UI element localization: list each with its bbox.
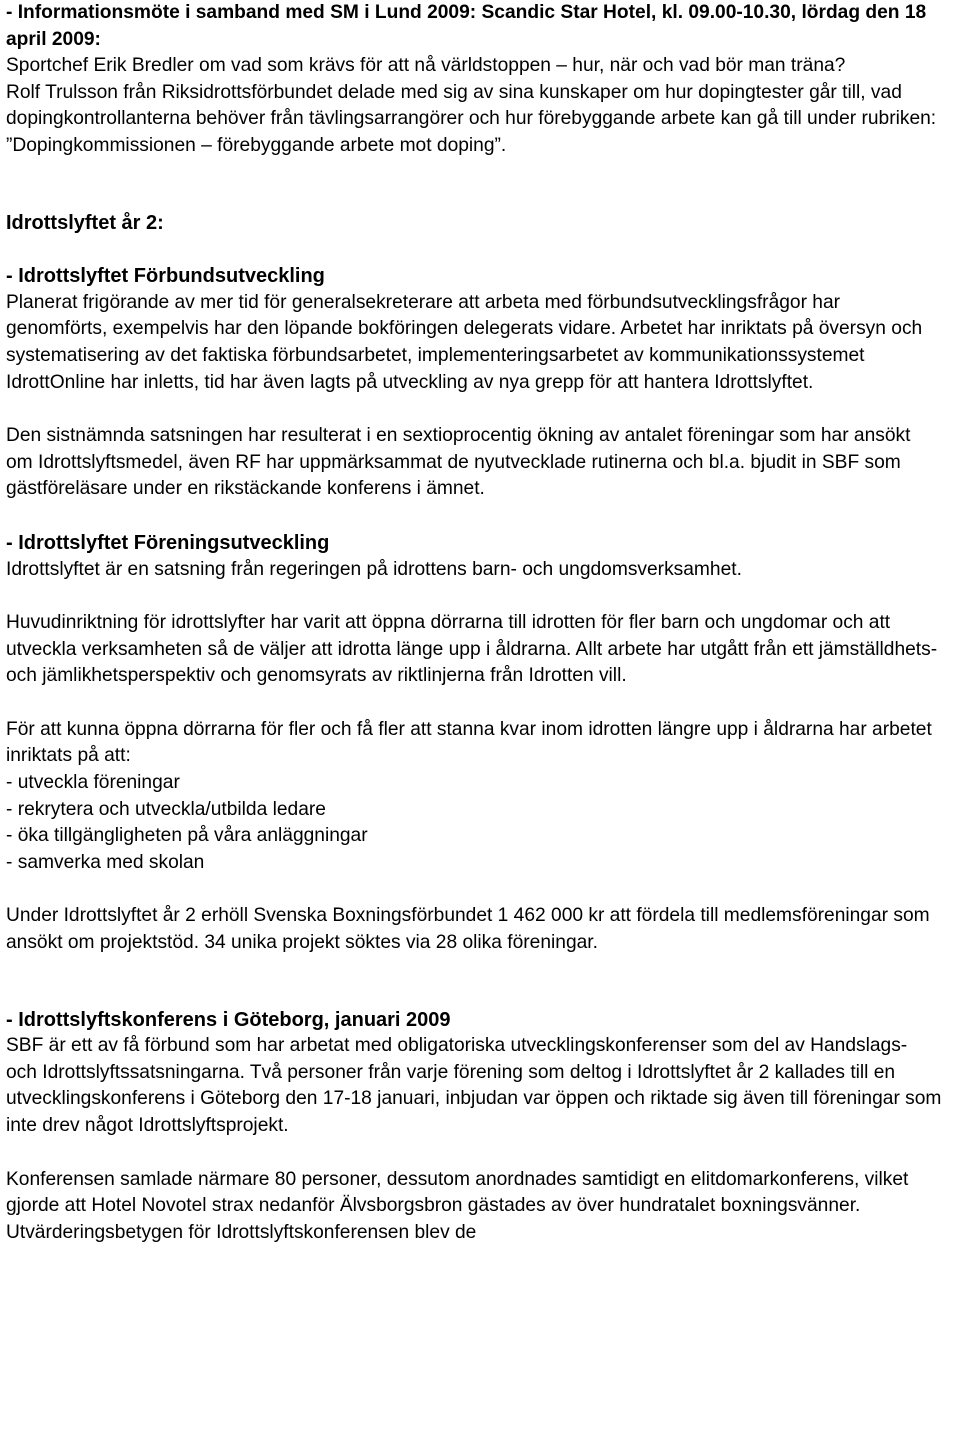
- konferens-paragraph-1: SBF är ett av få förbund som har arbetat med obligatoriska utvecklingskonferenser som del av Handslags- och Idrottslyftssatsningarna. Två personer från varje förening som deltog i Idrottslyftet år 2 kallades till en utvecklingskonferens i Göteborg den 17-18 januari, inbjudan var öppen och riktade sig även till föreningar som inte drev något Idrottslyftsprojekt.: [6, 1035, 942, 1136]
- foreningsutveckling-paragraph-2: Huvudinriktning för idrottslyfter har varit att öppna dörrarna till idrotten för fler barn och ungdomar och att utveckla verksamheten så de väljer att idrotta länge upp i åldrarna. Allt arbete har utgått från ett jämställdhets- och jämlikhetsperspektiv och genomsyrats av riktlinjerna från Idrotten vill.: [6, 612, 938, 687]
- forbundsutveckling-heading: - Idrottslyftet Förbundsutveckling: [6, 265, 325, 288]
- forbundsutveckling-paragraph-1: Planerat frigörande av mer tid för generalsekreterare att arbeta med förbundsutvecklingsfrågor har genomförts, exempelvis har den löpande bokföringen delegerats vidare. Arbetet har inriktats på översyn och systematisering av det faktiska förbundsarbetet, implementeringsarbetet av kommunikationssystemet IdrottOnline har inletts, tid har även lagts på utveckling av nya grepp för att hantera Idrottslyftet.: [6, 291, 923, 393]
- forbundsutveckling-paragraph-2: Den sistnämnda satsningen har resulterat i en sextioprocentig ökning av antalet föreningar som har ansökt om Idrottslyftsmedel, även RF har uppmärksammat de nyutvecklade rutinerna och bl.a. bjudit in SBF som gästföreläsare under en rikstäckande konferens i ämnet.: [6, 425, 911, 500]
- rolf-paragraph: Rolf Trulsson från Riksidrottsförbundet delade med sig av sina kunskaper om hur dopingtester går till, vad dopingkontrollanterna behöver från tävlingsarrangörer och hur förebyggande arbete kan gå till under rubriken: ”Dopingkommissionen – förebyggande arbete mot doping”.: [6, 81, 937, 156]
- list-item: - rekrytera och utveckla/utbilda ledare: [6, 798, 326, 820]
- list-item: - utveckla föreningar: [6, 772, 180, 794]
- foreningsutveckling-paragraph-1: Idrottslyftet är en satsning från regeringen på idrottens barn- och ungdomsverksamhet.: [6, 558, 742, 580]
- foreningsutveckling-heading: - Idrottslyftet Föreningsutveckling: [6, 531, 330, 554]
- goals-list: [6, 770, 942, 876]
- konferens-paragraph-2: Konferensen samlade närmare 80 personer, dessutom anordnades samtidigt en elitdomarkonferens, vilket gjorde att Hotel Novotel strax nedanför Älvsborgsbron gästades av över hundratalet boxningsvänner. Utvärderingsbetygen för Idrottslyftskonferensen blev de: [6, 1168, 909, 1243]
- foreningsutveckling-paragraph-4: Under Idrottslyftet år 2 erhöll Svenska Boxningsförbundet 1 462 000 kr att fördela till medlemsföreningar som ansökt om projektstöd. 34 unika projekt söktes via 28 olika föreningar.: [6, 905, 930, 954]
- sportchef-paragraph: Sportchef Erik Bredler om vad som krävs för att nå världstoppen – hur, när och vad bör man träna?: [6, 55, 846, 77]
- section-title: Idrottslyftet år 2:: [6, 211, 164, 234]
- meeting-heading: - Informationsmöte i samband med SM i Lund 2009: Scandic Star Hotel, kl. 09.00-10.30, lördag den 18 april 2009:: [6, 2, 927, 50]
- list-item: - samverka med skolan: [6, 851, 205, 873]
- list-item: - öka tillgängligheten på våra anläggningar: [6, 825, 368, 847]
- foreningsutveckling-paragraph-3: För att kunna öppna dörrarna för fler och få fler att stanna kvar inom idrotten längre upp i åldrarna har arbetet inriktats på att:: [6, 718, 932, 767]
- konferens-heading: - Idrottslyftskonferens i Göteborg, januari 2009: [6, 1008, 451, 1031]
